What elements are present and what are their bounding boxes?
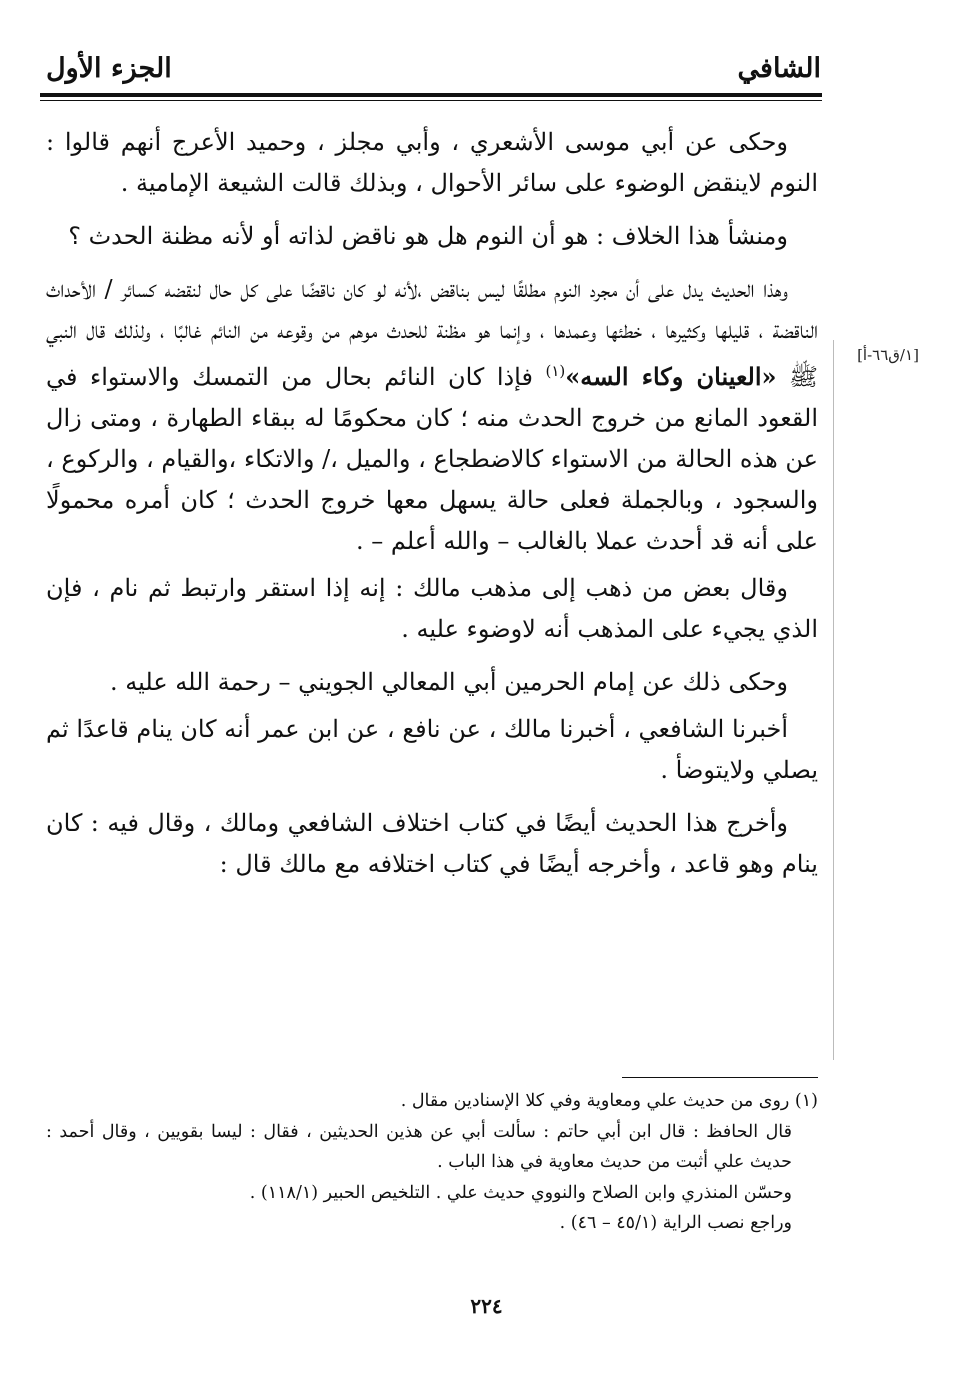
header-rule-thin <box>40 100 822 101</box>
paragraph: وقال بعض من ذهب إلى مذهب مالك : إنه إذا استقر وارتبط ثم نام ، فإن الذي يجيء على المذهب أنه لاوضوء عليه . <box>46 574 818 643</box>
paragraph: أخبرنا الشافعي ، أخبرنا مالك ، عن نافع ، عن ابن عمر أنه كان ينام قاعدًا ثم يصلي ولايتوضأ . <box>46 715 818 784</box>
manuscript-folio-note: [١/ق٦٦-أ] <box>857 346 919 364</box>
footnote: (١) روى من حديث علي ومعاوية وفي كلا الإسنادين مقال . <box>400 1091 818 1111</box>
paragraph <box>46 269 818 562</box>
paragraph-text: فإذا كان النائم بحال من التمسك والاستواء في القعود المانع من خروج الحدث منه ؛ كان محكومًا له ببقاء الطهارة ، ومتى زال عن هذه الحالة من الاستواء كالاضطجاع ، والميل ،/ والاتكاء ،والقيام ، والركوع ، والسجود ، وبالجملة فعلى حالة يسهل معها خروج الحدث ؛ كان أمره محمولًا على أنه قد أحدث عملا بالغالب – والله أعلم – . <box>46 363 818 555</box>
volume-title: الجزء الأول <box>46 53 172 84</box>
footnote-separator <box>622 1077 818 1078</box>
hadith-quote: «العينان وكاء السه» <box>565 362 777 391</box>
footnote: قال الحافظ : قال ابن أبي حاتم : سألت أبي عن هذين الحديثين ، فقال : ليسا بقويين ، وقال أحمد : حديث علي أثبت من حديث معاوية في هذا الباب . <box>46 1121 792 1172</box>
footnote: وراجع نصب الراية (٤٥/١ – ٤٦) . <box>559 1213 792 1233</box>
paragraph: ومنشأ هذا الخلاف : هو أن النوم هل هو ناقض لذاته أو لأنه مظنة الحدث ؟ <box>68 222 788 250</box>
paragraph: وأخرج هذا الحديث أيضًا في كتاب اختلاف الشافعي ومالك ، وقال فيه : كان ينام وهو قاعد ، وأخرجه أيضًا في كتاب اختلافه مع مالك قال : <box>46 809 818 878</box>
header-rule-thick <box>40 93 822 97</box>
salutation-glyph: ﷺ <box>789 363 818 391</box>
paragraph: وحكى عن أبي موسى الأشعري ، وأبي مجلز ، وحميد الأعرج أنهم قالوا : النوم لاينقض الوضوء على سائر الأحوال ، وبذلك قالت الشيعة الإمامية . <box>46 128 818 197</box>
page-number: ٢٢٤ <box>470 1294 503 1318</box>
paragraph: وحكى ذلك عن إمام الحرمين أبي المعالي الجويني – رحمة الله عليه . <box>110 668 788 696</box>
book-title: الشافي <box>737 53 821 84</box>
paragraph-text: وهذا الحديث يدل على أن مجرد النوم مطلقًا ليس بناقض ،لأنه لو كان ناقضًا على كل حال لنقضه كسائر / الأحداث الناقضة ، قليلها وكثيرها ، خطئها وعمدها ، وإنما هو مظنة للحدث موهم من وقوعه من النائم غالبًا ، ولذلك قال النبي <box>46 275 819 344</box>
footnote-reference: (١) <box>545 362 566 380</box>
footnote: وحسّن المنذري وابن الصلاح والنووي حديث علي . التلخيص الحبير (١١٨/١) . <box>249 1182 792 1203</box>
main-text <box>46 122 818 897</box>
margin-line <box>833 340 834 1060</box>
footnotes <box>46 1086 818 1239</box>
